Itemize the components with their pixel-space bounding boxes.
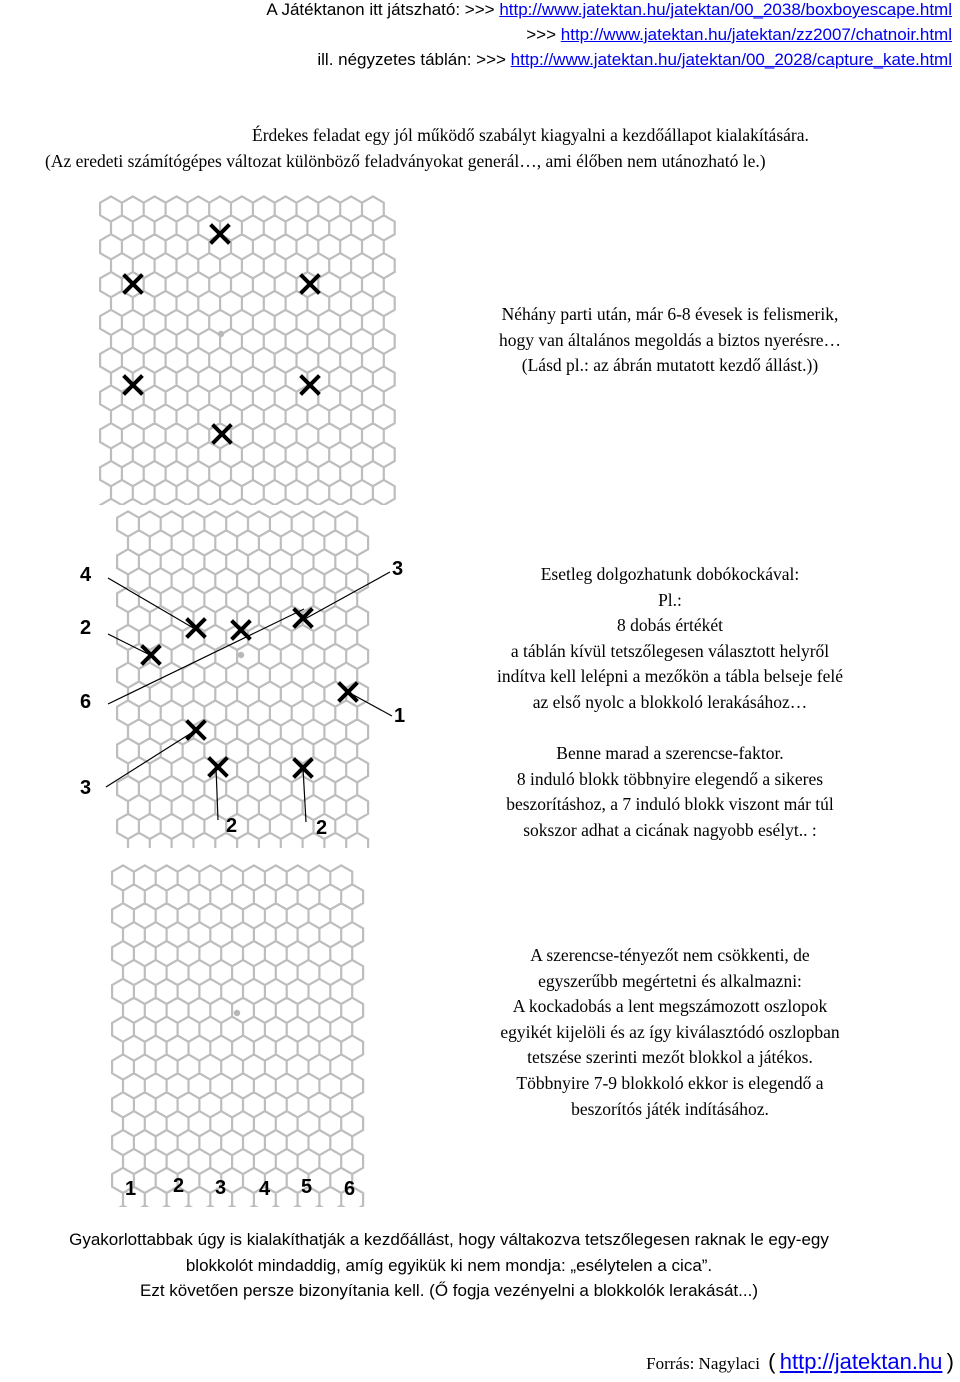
board-label-left-2: 2 (80, 617, 92, 639)
blocker-mark-icon (214, 426, 230, 442)
column-number-3: 3 (215, 1177, 227, 1199)
column-number-6: 6 (344, 1178, 356, 1200)
blocker-mark-icon (302, 276, 318, 292)
board-label-right-1: 1 (394, 705, 406, 727)
footer-open-paren: ( (768, 1349, 776, 1374)
closing-line-1: Gyakorlottabbak úgy is kialakíthatják a kezdőállást, hogy váltakozva tetszőlegesen raknak le egy-egy (69, 1230, 829, 1249)
section-2-line-8: Benne marad a szerencse-faktor. (556, 743, 784, 764)
hex-cells (112, 865, 363, 1207)
section-2-line-11: sokszor adhat a cicának nagyobb esélyt.. : (523, 819, 817, 840)
header-line-1-prefix: A Játéktanon itt játszható: >>> (266, 0, 500, 19)
section-2-line-1: Esetleg dolgozhatunk dobókockával: (540, 564, 800, 584)
board-label-left-3: 3 (80, 777, 92, 799)
hex-board-3 (95, 862, 435, 1207)
header-line-2-prefix: >>> (526, 25, 561, 44)
board-label-bottom-2b: 2 (316, 817, 328, 839)
column-number-5: 5 (301, 1176, 313, 1198)
hex-cells (100, 196, 395, 505)
blocker-mark-icon (125, 276, 141, 292)
section-3-line-2: egyszerűbb megértetni és alkalmazni: (538, 970, 802, 991)
section-1-line-2: hogy van általános megoldás a biztos nyerésre… (498, 329, 842, 350)
intro-line-2: (Az eredeti számítógépes változat különböző feladványokat generál…, ami élőben nem utánozható le.) (45, 151, 766, 171)
cat-start-dot-icon (238, 652, 244, 658)
section-3-line-7: beszorítós játék indításához. (571, 1098, 769, 1119)
closing-line-2: blokkolót mindaddig, amíg egyikük ki nem mondja: „esélytelen a cica”. (185, 1255, 713, 1275)
link-boxboyescape[interactable]: http://www.jatektan.hu/jatektan/00_2038/boxboyescape.html (499, 0, 952, 19)
column-number-4: 4 (259, 1178, 271, 1200)
section-3-line-4: egyikét kijelöli és az így kiválasztódó oszlopban (500, 1021, 840, 1042)
section-3-line-3: A kockadobás a lent megszámozott oszlopok (512, 996, 828, 1017)
blocker-mark-icon (302, 377, 318, 393)
section-3-line-6: Többnyire 7-9 blokkoló ekkor is elegendő a (516, 1072, 824, 1093)
closing-text (0, 1227, 898, 1304)
intro-line-1: Érdekes feladat egy jól működő szabályt kiagyalni a kezdőállapot kialakítására. (252, 125, 809, 145)
footer-close-paren: ) (946, 1349, 954, 1374)
section-2-line-2: Pl.: (658, 589, 682, 610)
link-capture-kate[interactable]: http://www.jatektan.hu/jatektan/00_2028/capture_kate.html (510, 50, 952, 69)
section-2-line-10: beszorításhoz, a 7 induló blokk viszont már túl (506, 794, 834, 815)
hex-grid-2 (117, 511, 368, 848)
section-2-line-6: az első nyolc a blokkoló lerakásához… (532, 691, 808, 712)
column-number-1: 1 (125, 1178, 137, 1200)
section-2-line-7 (440, 716, 900, 742)
footer-link[interactable]: http://jatektan.hu (779, 1349, 943, 1374)
section-2-line-4: a táblán kívül tetszőlegesen választott helyről (510, 640, 830, 661)
board-3-marks (234, 1010, 240, 1016)
header-line-1 (266, 0, 952, 22)
header-line-3-prefix: ill. négyzetes táblán: >>> (317, 50, 511, 69)
header-line-3 (317, 47, 952, 72)
cat-start-dot-icon (218, 331, 224, 337)
section-2-text (440, 562, 900, 844)
section-2-line-9: 8 induló blokk többnyire elegendő a sikeres (516, 768, 824, 789)
blocker-mark-icon (188, 620, 204, 636)
cat-start-dot-icon (234, 1010, 240, 1016)
closing-line-3: Ezt követően persze bizonyítania kell. (Ő fogja vezényelni a blokkolók lerakását...) (140, 1281, 758, 1301)
column-number-2: 2 (173, 1175, 185, 1197)
footer-label: Forrás: Nagylaci (646, 1354, 760, 1373)
header-line-2 (526, 22, 952, 47)
link-chatnoir[interactable]: http://www.jatektan.hu/jatektan/zz2007/chatnoir.html (560, 25, 952, 44)
section-1-line-3: (Lásd pl.: az ábrán mutatott kezdő állást.)) (521, 355, 819, 376)
section-1-text (440, 302, 900, 379)
section-2-line-3: 8 dobás értékét (617, 615, 723, 636)
dice-path-line (108, 609, 304, 704)
section-3-line-1: A szerencse-tényezőt nem csökkenti, de (530, 945, 810, 965)
hex-grid-3 (112, 865, 363, 1207)
board-label-left-4: 4 (80, 564, 92, 586)
section-2-line-5: indítva kell lelépni a mezőkön a tábla belseje felé (497, 666, 843, 687)
section-1-line-1: Néhány parti után, már 6-8 évesek is felismerik, (501, 304, 839, 324)
board-label-bottom-2a: 2 (226, 815, 238, 837)
hex-board-1 (95, 195, 425, 505)
footer (646, 1349, 954, 1375)
board-label-left-6: 6 (80, 691, 92, 713)
hex-board-2 (70, 508, 430, 848)
board-label-right-3: 3 (392, 558, 404, 580)
section-3-text (440, 943, 900, 1122)
hex-cells (117, 511, 368, 848)
hex-grid-1 (100, 196, 395, 505)
section-3-line-5: tetszése szerinti mezőt blokkol a játékos. (527, 1047, 813, 1068)
